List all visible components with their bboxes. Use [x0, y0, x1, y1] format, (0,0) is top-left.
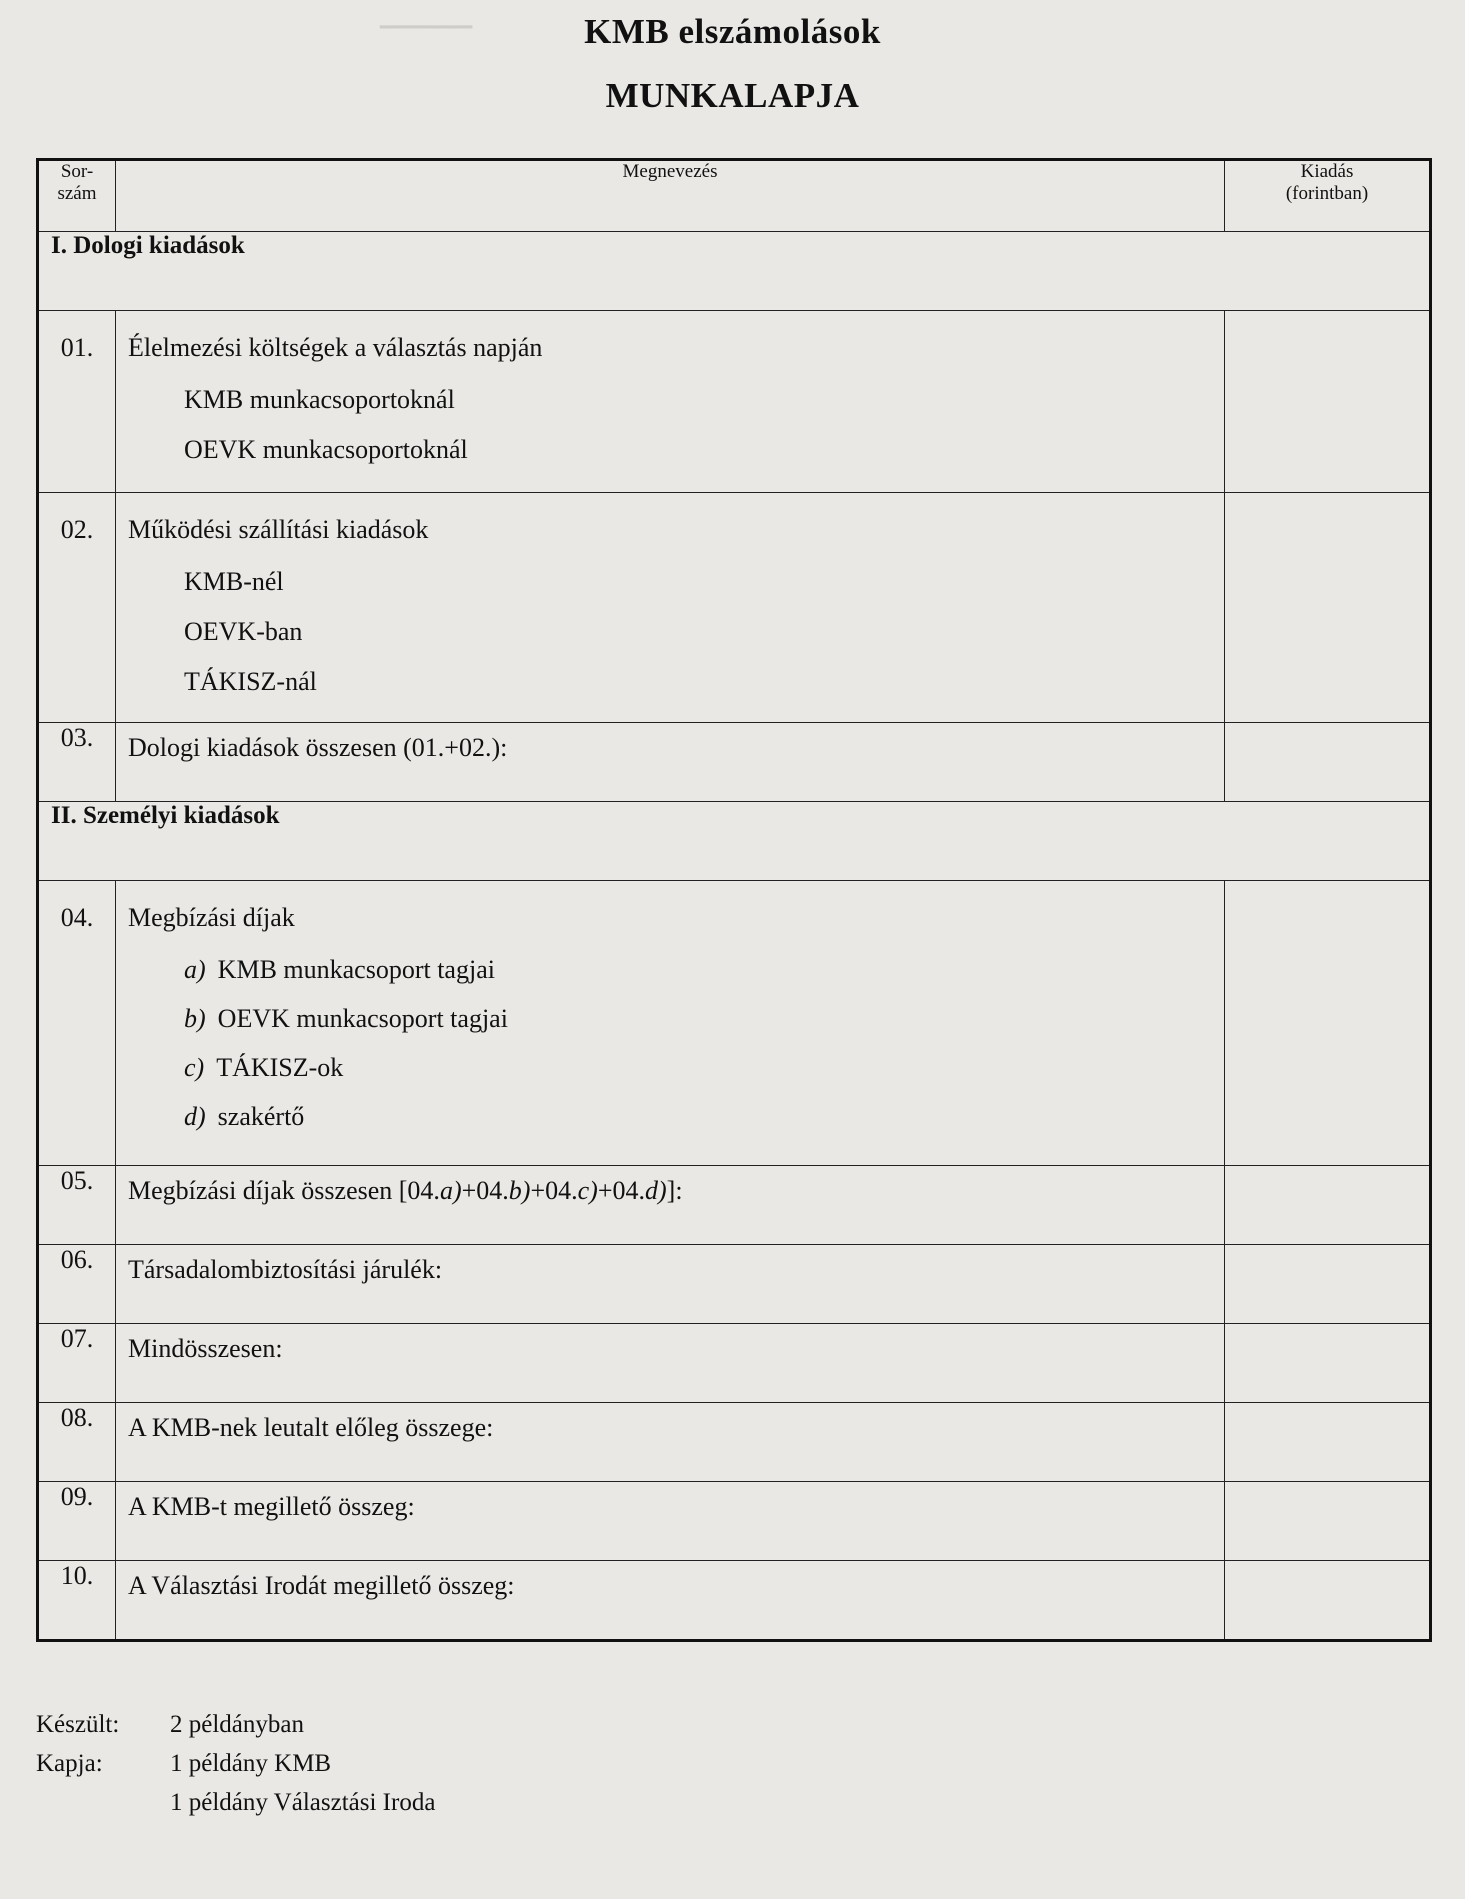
table-row-10	[38, 1561, 1431, 1641]
amount-cell[interactable]	[1225, 1403, 1431, 1482]
row-number: 01.	[38, 311, 116, 493]
distribution-note	[36, 1705, 435, 1822]
amount-cell[interactable]	[1225, 311, 1431, 493]
table-row-02	[38, 493, 1431, 723]
section-title: II. Személyi kiadások	[38, 802, 1431, 881]
copies-line: Készült: 2 példányban	[36, 1711, 304, 1738]
row-description: Működési szállítási kiadások KMB-nél OEVK-ban TÁKISZ-nál	[116, 493, 1225, 723]
row-description: A Választási Irodát megillető összeg:	[116, 1561, 1225, 1641]
table-row-08	[38, 1403, 1431, 1482]
table-row-06	[38, 1245, 1431, 1324]
table-row-09	[38, 1482, 1431, 1561]
table-row-01	[38, 311, 1431, 493]
row-description: Társadalombiztosítási járulék:	[116, 1245, 1225, 1324]
worksheet-table	[36, 158, 1432, 1642]
row-number: 07.	[38, 1324, 116, 1403]
row-number: 10.	[38, 1561, 116, 1641]
recipient-line-2: 1 példány Választási Iroda	[170, 1789, 436, 1816]
sub-item-d: d) szakértő	[184, 1102, 305, 1131]
header-expense: Kiadás (forintban)	[1225, 160, 1431, 232]
document-subtitle: MUNKALAPJA	[605, 76, 860, 115]
amount-cell[interactable]	[1225, 1166, 1431, 1245]
amount-cell[interactable]	[1225, 493, 1431, 723]
section-title: I. Dologi kiadások	[38, 232, 1431, 311]
amount-cell[interactable]	[1225, 1324, 1431, 1403]
row-number: 03.	[38, 723, 116, 802]
row-description: A KMB-t megillető összeg:	[116, 1482, 1225, 1561]
row-description: Dologi kiadások összesen (01.+02.):	[116, 723, 1225, 802]
table-row-03	[38, 723, 1431, 802]
section-row-material	[38, 232, 1431, 311]
row-description: Mindösszesen:	[116, 1324, 1225, 1403]
row-description: Megbízási díjak összesen [04.a)+04.b)+04.c)+04.d)]:	[116, 1166, 1225, 1245]
amount-cell[interactable]	[1225, 1245, 1431, 1324]
table-row-05	[38, 1166, 1431, 1245]
row-number: 08.	[38, 1403, 116, 1482]
row-description: Megbízási díjak a) KMB munkacsoport tagjai b) OEVK munkacsoport tagjai c) TÁKISZ-ok d) szakértő	[116, 881, 1225, 1166]
row-description: Élelmezési költségek a választás napján KMB munkacsoportoknál OEVK munkacsoportoknál	[116, 311, 1225, 493]
row-number: 09.	[38, 1482, 116, 1561]
bleed-through-text: ▔▔▔▔▔▔	[380, 27, 473, 49]
row-description: A KMB-nek leutalt előleg összege:	[116, 1403, 1225, 1482]
row-number: 02.	[38, 493, 116, 723]
sub-item-c: c) TÁKISZ-ok	[184, 1053, 344, 1082]
header-row-number: Sor- szám	[38, 160, 116, 232]
header-description: Megnevezés	[116, 160, 1225, 232]
table-row-07	[38, 1324, 1431, 1403]
table-header-row	[38, 160, 1431, 232]
section-row-personnel	[38, 802, 1431, 881]
amount-cell[interactable]	[1225, 1561, 1431, 1641]
row-number: 04.	[38, 881, 116, 1166]
row-number: 06.	[38, 1245, 116, 1324]
row-number: 05.	[38, 1166, 116, 1245]
sub-item-b: b) OEVK munkacsoport tagjai	[184, 1004, 508, 1033]
amount-cell[interactable]	[1225, 881, 1431, 1166]
table-row-04	[38, 881, 1431, 1166]
amount-cell[interactable]	[1225, 723, 1431, 802]
amount-cell[interactable]	[1225, 1482, 1431, 1561]
recipient-line: Kapja: 1 példány KMB	[36, 1750, 332, 1777]
sub-item-a: a) KMB munkacsoport tagjai	[184, 955, 495, 984]
document-title: KMB elszámolások	[584, 12, 881, 51]
